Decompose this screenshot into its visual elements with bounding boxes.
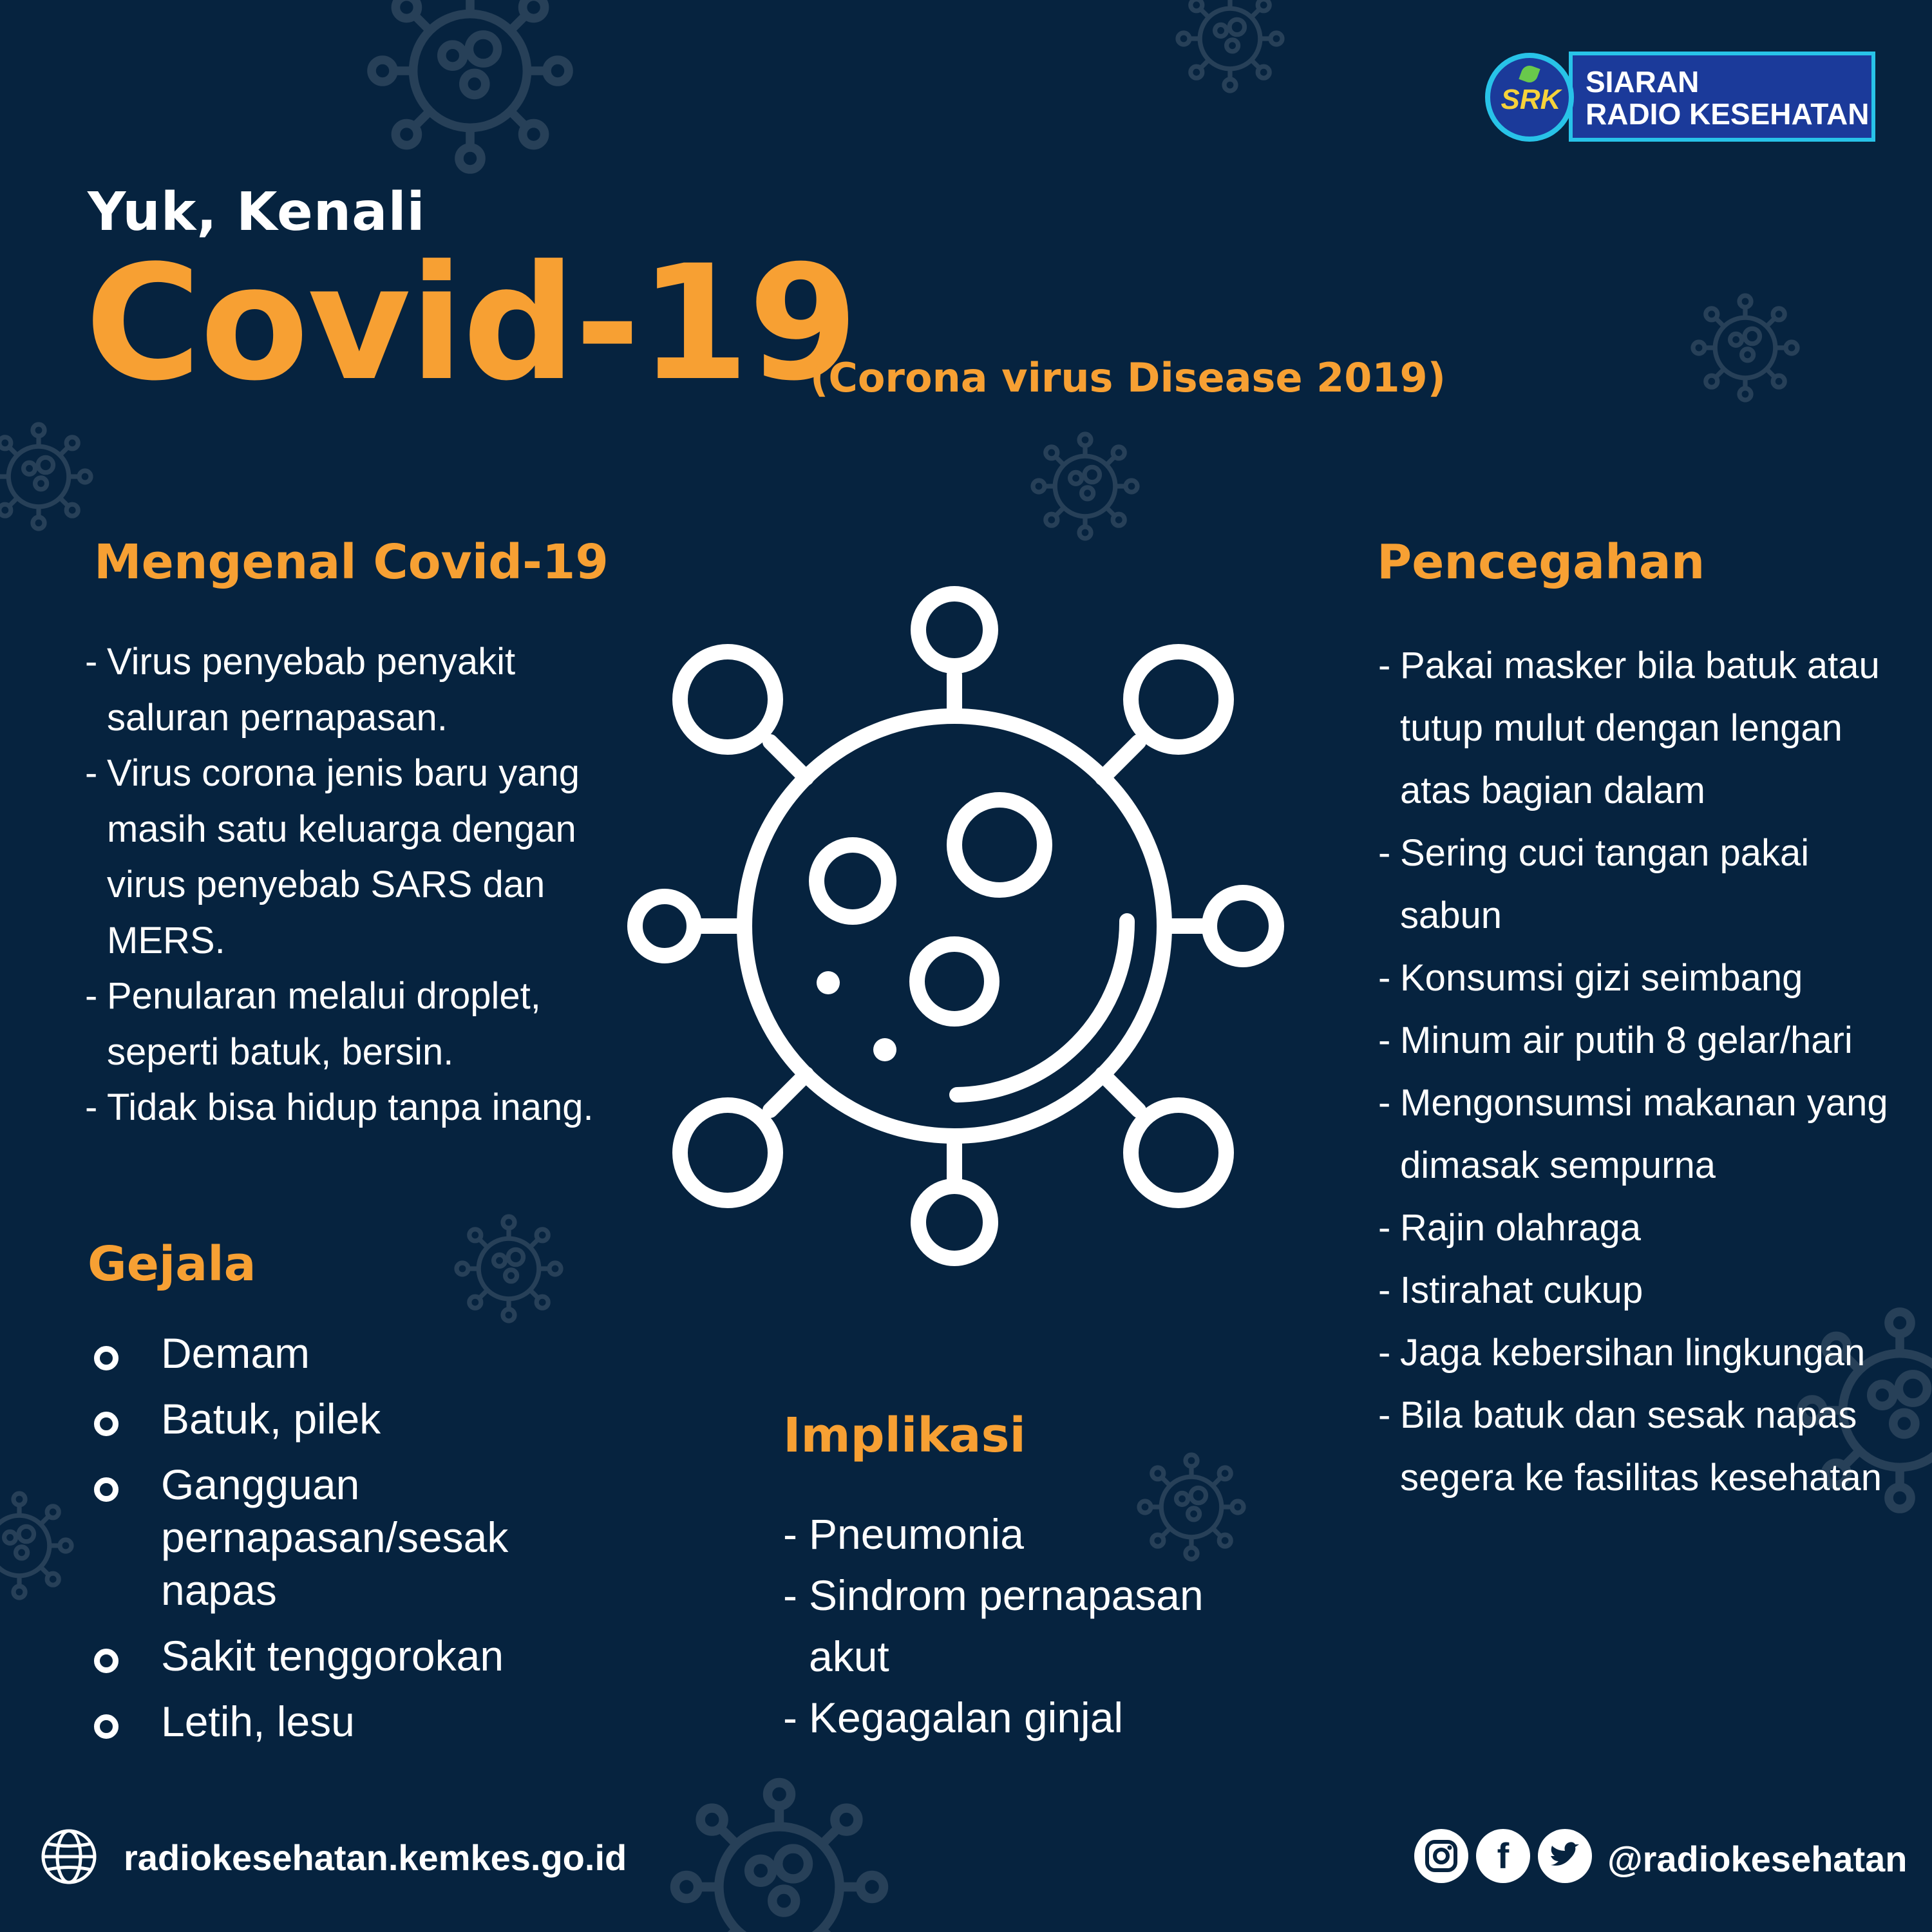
list-item: - Istirahat cukup xyxy=(1378,1259,1906,1321)
section-title-implikasi: Implikasi xyxy=(783,1408,1026,1463)
logo-line-1: SIARAN xyxy=(1586,65,1700,99)
list-item: - Minum air putih 8 gelar/hari xyxy=(1378,1009,1906,1072)
section-title-gejala: Gejala xyxy=(88,1236,256,1292)
list-item: - Sindrom pernapasan akut xyxy=(783,1565,1221,1687)
list-item xyxy=(90,1629,592,1682)
social-handle[interactable]: @radiokesehatan xyxy=(1607,1839,1908,1879)
list-item xyxy=(90,1458,592,1616)
list-item-label: Gangguan pernapasan/sesak napas xyxy=(161,1461,509,1614)
instagram-icon[interactable] xyxy=(1414,1829,1468,1883)
list-item: - Mengonsumsi makanan yang dimasak sempurna xyxy=(1378,1072,1906,1197)
pencegahan-list xyxy=(1378,634,1906,1509)
twitter-glyph xyxy=(1538,1829,1592,1883)
list-item: - Sering cuci tangan pakai sabun xyxy=(1378,822,1906,947)
facebook-glyph: f xyxy=(1497,1835,1510,1876)
list-item: - Bila batuk dan sesak napas segera ke fasilitas kesehatan xyxy=(1378,1384,1906,1509)
bg-virus-decoration xyxy=(451,1211,567,1327)
list-item: - Pakai masker bila batuk atau tutup mulut dengan lengan atas bagian dalam xyxy=(1378,634,1906,822)
bullet-icon xyxy=(94,1477,118,1502)
bg-virus-decoration xyxy=(361,0,580,180)
logo-mark: SRK xyxy=(1501,84,1561,115)
kicker-text: Yuk, Kenali xyxy=(88,182,426,243)
website-link[interactable]: radiokesehatan.kemkes.go.id xyxy=(124,1837,627,1878)
logo-text-box xyxy=(1569,52,1875,142)
bg-virus-decoration xyxy=(1687,290,1803,406)
list-item: - Konsumsi gizi seimbang xyxy=(1378,947,1906,1009)
list-item: - Virus corona jenis baru yang masih satu keluarga dengan virus penyebab SARS dan MERS. xyxy=(85,746,600,969)
list-item-label: Sakit tenggorokan xyxy=(161,1632,504,1680)
gejala-list xyxy=(90,1327,592,1761)
list-item: - Jaga kebersihan lingkungan xyxy=(1378,1321,1906,1384)
bullet-icon xyxy=(94,1346,118,1370)
facebook-icon[interactable] xyxy=(1476,1829,1530,1883)
bg-virus-decoration xyxy=(1027,428,1143,544)
list-item: - Penularan melalui droplet, seperti batuk, bersin. xyxy=(85,969,600,1080)
globe-icon xyxy=(40,1828,98,1886)
twitter-icon[interactable] xyxy=(1538,1829,1592,1883)
srk-logo xyxy=(1485,50,1875,144)
bullet-icon xyxy=(94,1714,118,1739)
virus-icon xyxy=(618,580,1314,1275)
list-item-label: Demam xyxy=(161,1329,310,1377)
list-item xyxy=(90,1327,592,1379)
instagram-glyph xyxy=(1414,1829,1468,1883)
section-title-pencegahan: Pencegahan xyxy=(1377,535,1705,590)
list-item: - Rajin olahraga xyxy=(1378,1197,1906,1259)
logo-line-2: RADIO KESEHATAN xyxy=(1586,97,1870,131)
page-title: Covid-19 xyxy=(85,232,857,416)
bullet-icon xyxy=(94,1649,118,1673)
list-item-label: Batuk, pilek xyxy=(161,1395,381,1443)
bg-virus-decoration xyxy=(663,1771,895,1932)
list-item-label: Letih, lesu xyxy=(161,1698,355,1745)
list-item: - Tidak bisa hidup tanpa inang. xyxy=(85,1080,600,1136)
bg-virus-decoration xyxy=(0,419,97,535)
logo-emblem xyxy=(1485,53,1574,142)
list-item xyxy=(90,1695,592,1748)
mengenal-list xyxy=(85,634,600,1136)
section-title-mengenal: Mengenal Covid-19 xyxy=(94,535,609,590)
implikasi-list xyxy=(783,1504,1221,1748)
list-item: - Virus penyebab penyakit saluran pernapasan. xyxy=(85,634,600,746)
bg-virus-decoration xyxy=(1172,0,1288,97)
list-item: - Pneumonia xyxy=(783,1504,1221,1565)
bullet-icon xyxy=(94,1412,118,1436)
list-item xyxy=(90,1392,592,1445)
leaf-icon xyxy=(1519,63,1540,84)
list-item: - Kegagalan ginjal xyxy=(783,1687,1221,1748)
bg-virus-decoration xyxy=(0,1488,77,1604)
page-subtitle: (Corona virus Disease 2019) xyxy=(810,354,1446,401)
